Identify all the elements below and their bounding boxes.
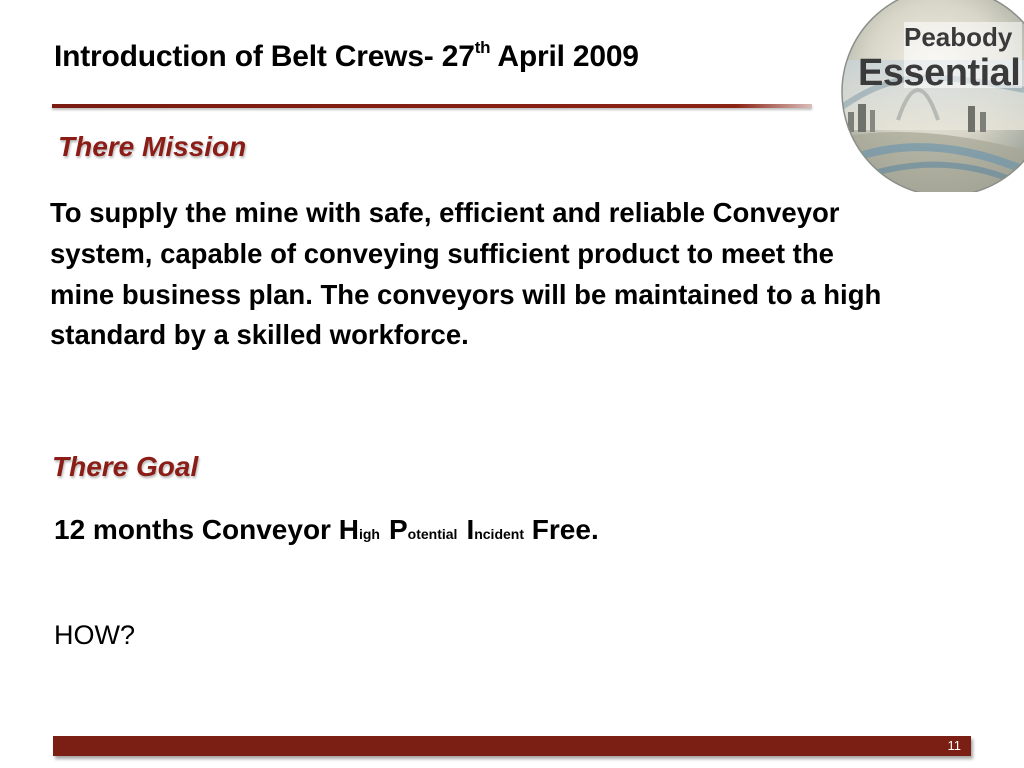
goal-h-rest: igh [358,526,380,542]
mission-statement: To supply the mine with safe, efficient and reliable Conveyor system, capable of conveying sufficient product to meet the mine business plan. The conveyors will be maintained to a high standard by a skilled workforce. [50,197,882,351]
goal-heading: There Goal [52,451,199,482]
goal-i-rest: ncident [474,526,524,542]
title-underline [52,104,812,108]
logo-text-peabody: Peabody [904,22,1013,52]
goal-p-cap: P [388,514,408,545]
slide-title [54,40,639,74]
logo-text-essential: Essential [858,52,1021,94]
goal-period: . [590,514,599,545]
goal-p-rest: otential [407,526,458,542]
footer-bar [53,736,971,756]
title-rest: April 2009 [490,40,639,73]
goal-h-cap: H [338,514,359,545]
how-question: HOW? [54,620,135,650]
title-main: Introduction of Belt Crews- 27 [54,40,475,73]
goal-statement [54,514,599,546]
mission-heading: There Mission [58,131,247,162]
goal-i-cap: I [466,514,475,545]
title-superscript: th [474,38,491,57]
goal-prefix: 12 months Conveyor [54,514,339,545]
page-number: 11 [947,738,961,753]
goal-suffix: Free [524,514,591,545]
